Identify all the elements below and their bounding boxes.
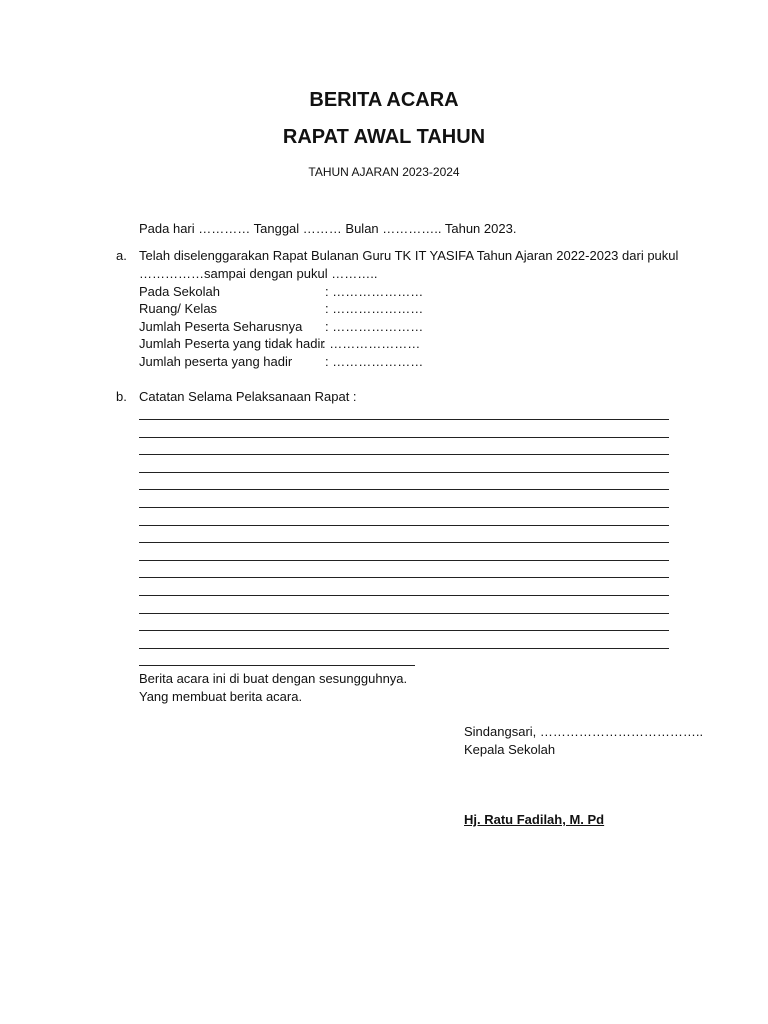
notes-line [139,525,669,526]
notes-line [139,507,669,508]
notes-line [139,437,669,438]
document-subtitle-title: RAPAT AWAL TAHUN [282,126,486,148]
field-label-expected: Jumlah Peserta Seharusnya [139,319,303,334]
field-label-absent: Jumlah Peserta yang tidak hadir [139,336,325,351]
section-a-marker: a. [116,248,127,263]
field-label-school: Pada Sekolah [139,284,220,299]
place-date: Sindangsari, ……………………………….. [464,724,704,739]
notes-line [139,560,669,561]
closing-author: Yang membuat berita acara. [139,689,303,704]
field-label-present: Jumlah peserta yang hadir [139,354,293,369]
field-value-expected: : ………………… [325,319,424,334]
notes-line [139,489,669,490]
notes-line [139,542,669,543]
academic-year: TAHUN AJARAN 2023-2024 [308,165,460,179]
notes-line [139,630,669,631]
notes-line [139,648,669,649]
field-value-room: : ………………… [325,301,424,316]
document-title: BERITA ACARA [309,89,459,111]
section-a-line-2: ……………sampai dengan pukul ……….. [139,266,378,281]
notes-line [139,454,669,455]
field-value-present: : ………………… [325,354,424,369]
closing-statement: Berita acara ini di buat dengan sesungguhnya. [139,671,408,686]
notes-line [139,472,669,473]
signatory-position: Kepala Sekolah [464,742,556,757]
field-label-room: Ruang/ Kelas [139,301,218,316]
field-value-absent: : ………………… [322,336,421,351]
section-b-marker: b. [116,389,127,404]
signatory-name: Hj. Ratu Fadilah, M. Pd [464,812,605,827]
notes-line [139,419,669,420]
notes-line-short [139,665,415,666]
field-value-school: : ………………… [325,284,424,299]
date-line: Pada hari ………… Tanggal ……… Bulan ………….. Tahun 2023. [139,221,517,236]
notes-label: Catatan Selama Pelaksanaan Rapat : [139,389,357,404]
notes-line [139,613,669,614]
section-a-line-1: Telah diselenggarakan Rapat Bulanan Guru TK IT YASIFA Tahun Ajaran 2022-2023 dari pukul [139,248,679,263]
notes-line [139,595,669,596]
notes-line [139,577,669,578]
